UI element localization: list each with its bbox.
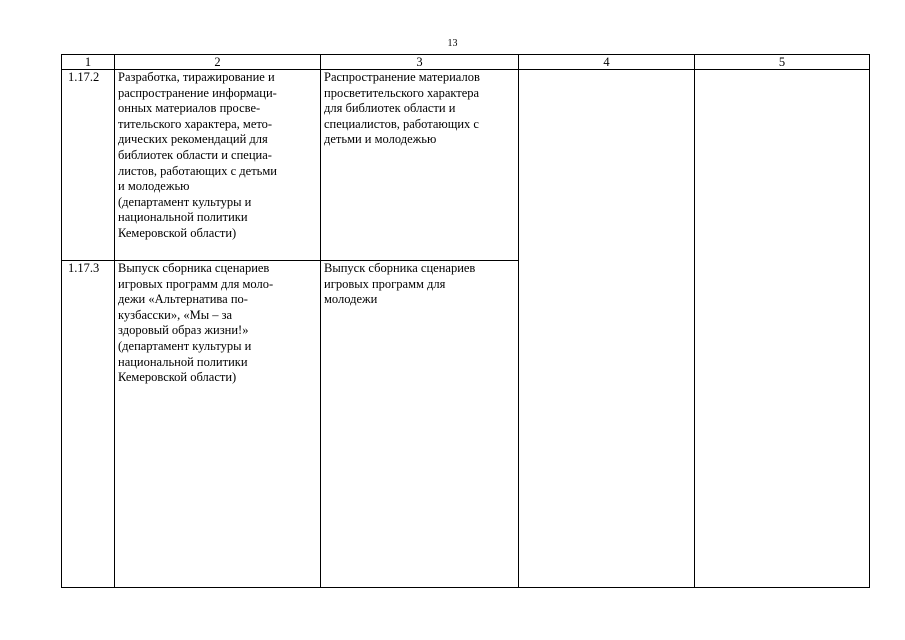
column-header-2: 2 <box>115 55 321 70</box>
row-number: 1.17.2 <box>62 70 115 261</box>
column-header-3: 3 <box>321 55 519 70</box>
expected-result: Распространение материалов просветительского характера для библиотек области и специалистов, работающих с детьми и молодежью <box>321 70 519 261</box>
expected-result: Выпуск сборника сценариев игровых программ для молодежи <box>321 261 519 588</box>
row-number: 1.17.3 <box>62 261 115 588</box>
activity-description: Выпуск сборника сценариев игровых программ для моло- дежи «Альтернатива по- кузбасски», «Мы – за здоровый образ жизни!» (департамент культуры и национальной политики Кемеровской области) <box>115 261 321 588</box>
column-4-cell <box>519 70 695 588</box>
column-5-cell <box>695 70 870 588</box>
table-header-row <box>62 55 870 70</box>
column-header-4: 4 <box>519 55 695 70</box>
page-number: 13 <box>447 38 458 49</box>
column-header-5: 5 <box>695 55 870 70</box>
table-row <box>62 70 870 261</box>
column-header-1: 1 <box>62 55 115 70</box>
activity-description: Разработка, тиражирование и распространение информаци- онных материалов просве- тительского характера, мето- дических рекомендаций для библиотек области и специа- листов, работающих с детьми и молодежью (департамент культуры и национальной политики Кемеровской области) <box>115 70 321 261</box>
document-table <box>61 54 870 588</box>
